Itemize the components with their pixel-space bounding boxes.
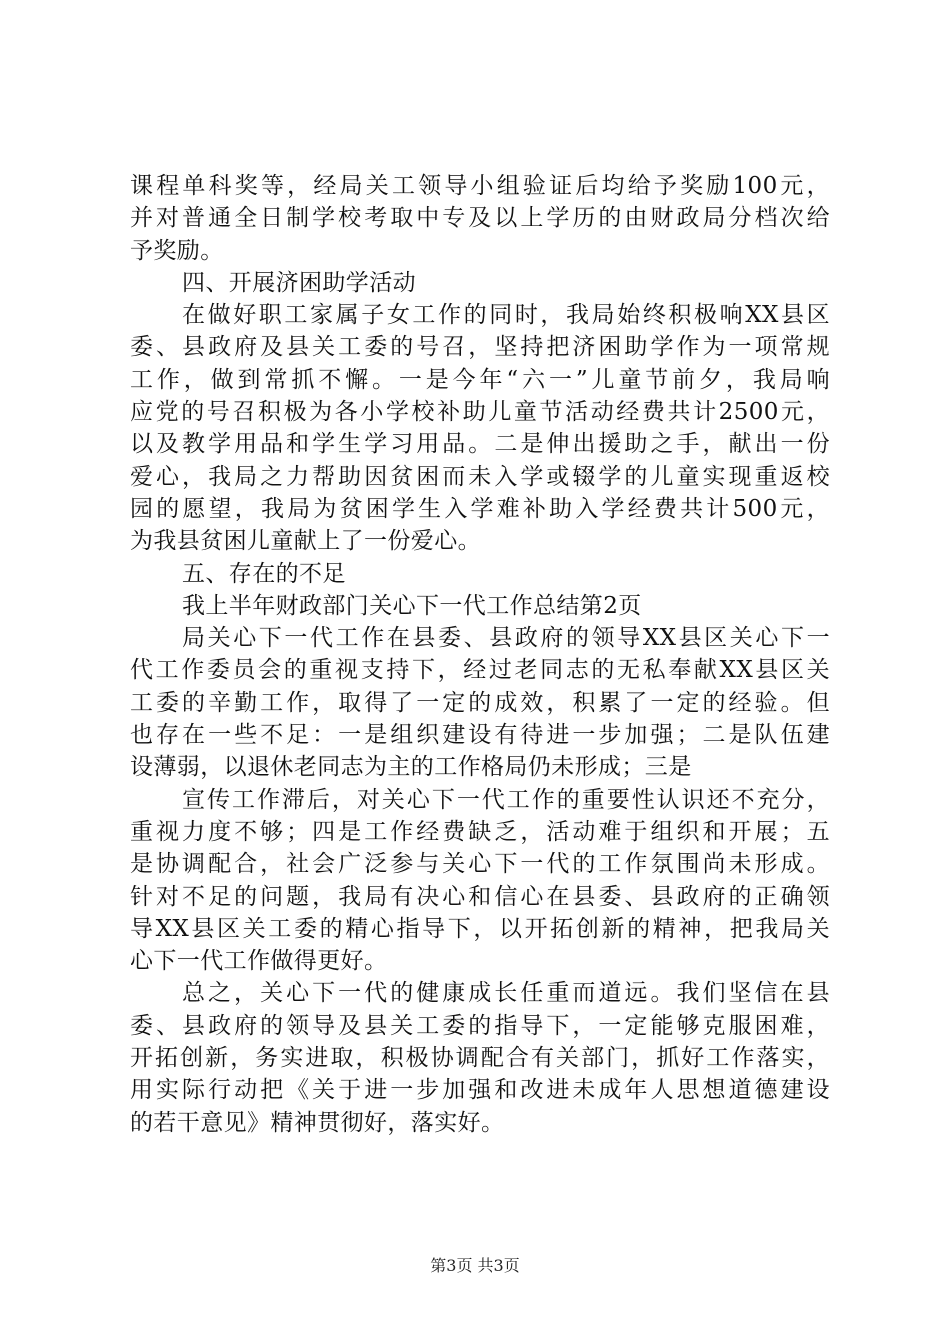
text-line: 用实际行动把《关于进一步加强和改进未成年人思想道德建设: [130, 1077, 830, 1104]
text-line: 并对普通全日制学校考取中专及以上学历的由财政局分档次给: [130, 205, 830, 232]
text-line: 宣传工作滞后，对关心下一代工作的重要性认识还不充分，: [182, 786, 830, 813]
text-line: 应党的号召积极为各小学校补助儿童节活动经费共计2500元，: [130, 399, 830, 426]
text-line: 是协调配合，社会广泛参与关心下一代的工作氛围尚未形成。: [130, 851, 830, 878]
text-line: 五、存在的不足: [182, 560, 346, 587]
text-line: 园的愿望，我局为贫困学生入学难补助入学经费共计500元，: [130, 495, 830, 522]
text-line: 我上半年财政部门关心下一代工作总结第2页: [182, 592, 642, 619]
text-line: 总之，关心下一代的健康成长任重而道远。我们坚信在县: [182, 980, 830, 1007]
text-line: 工委的辛勤工作，取得了一定的成效，积累了一定的经验。但: [130, 689, 830, 716]
text-line: 开拓创新，务实进取，积极协调配合有关部门，抓好工作落实，: [130, 1045, 830, 1072]
text-line: 针对不足的问题，我局有决心和信心在县委、县政府的正确领: [130, 883, 830, 910]
text-line: 四、开展济困助学活动: [182, 269, 416, 296]
text-line: 设薄弱，以退休老同志为主的工作格局仍未形成；三是: [130, 754, 692, 781]
text-line: 以及教学用品和学生学习用品。二是伸出援助之手，献出一份: [130, 431, 830, 458]
text-line: 代工作委员会的重视支持下，经过老同志的无私奉献XX县区关: [130, 657, 830, 684]
text-line: 工作，做到常抓不懈。一是今年“六一”儿童节前夕，我局响: [130, 366, 830, 393]
text-line: 予奖励。: [130, 237, 224, 264]
text-line: 委、县政府及县关工委的号召，坚持把济困助学作为一项常规: [130, 334, 830, 361]
text-line: 的若干意见》精神贯彻好，落实好。: [130, 1109, 505, 1136]
text-line: 局关心下一代工作在县委、县政府的领导XX县区关心下一: [182, 625, 830, 652]
text-line: 导XX县区关工委的精心指导下，以开拓创新的精神，把我局关: [130, 915, 830, 942]
text-line: 也存在一些不足：一是组织建设有待进一步加强；二是队伍建: [130, 722, 830, 749]
text-line: 在做好职工家属子女工作的同时，我局始终积极响XX县区: [182, 302, 830, 329]
text-line: 爱心，我局之力帮助因贫困而未入学或辍学的儿童实现重返校: [130, 463, 830, 490]
text-line: 心下一代工作做得更好。: [130, 948, 388, 975]
page-footer: 第3页 共3页: [430, 1256, 520, 1275]
text-line: 重视力度不够；四是工作经费缺乏，活动难于组织和开展；五: [130, 818, 830, 845]
document-body: [130, 170, 830, 1139]
text-line: 委、县政府的领导及县关工委的指导下，一定能够克服困难，: [130, 1012, 830, 1039]
text-line: 课程单科奖等，经局关工领导小组验证后均给予奖励100元，: [130, 173, 830, 199]
text-line: 为我县贫困儿童献上了一份爱心。: [130, 528, 481, 555]
